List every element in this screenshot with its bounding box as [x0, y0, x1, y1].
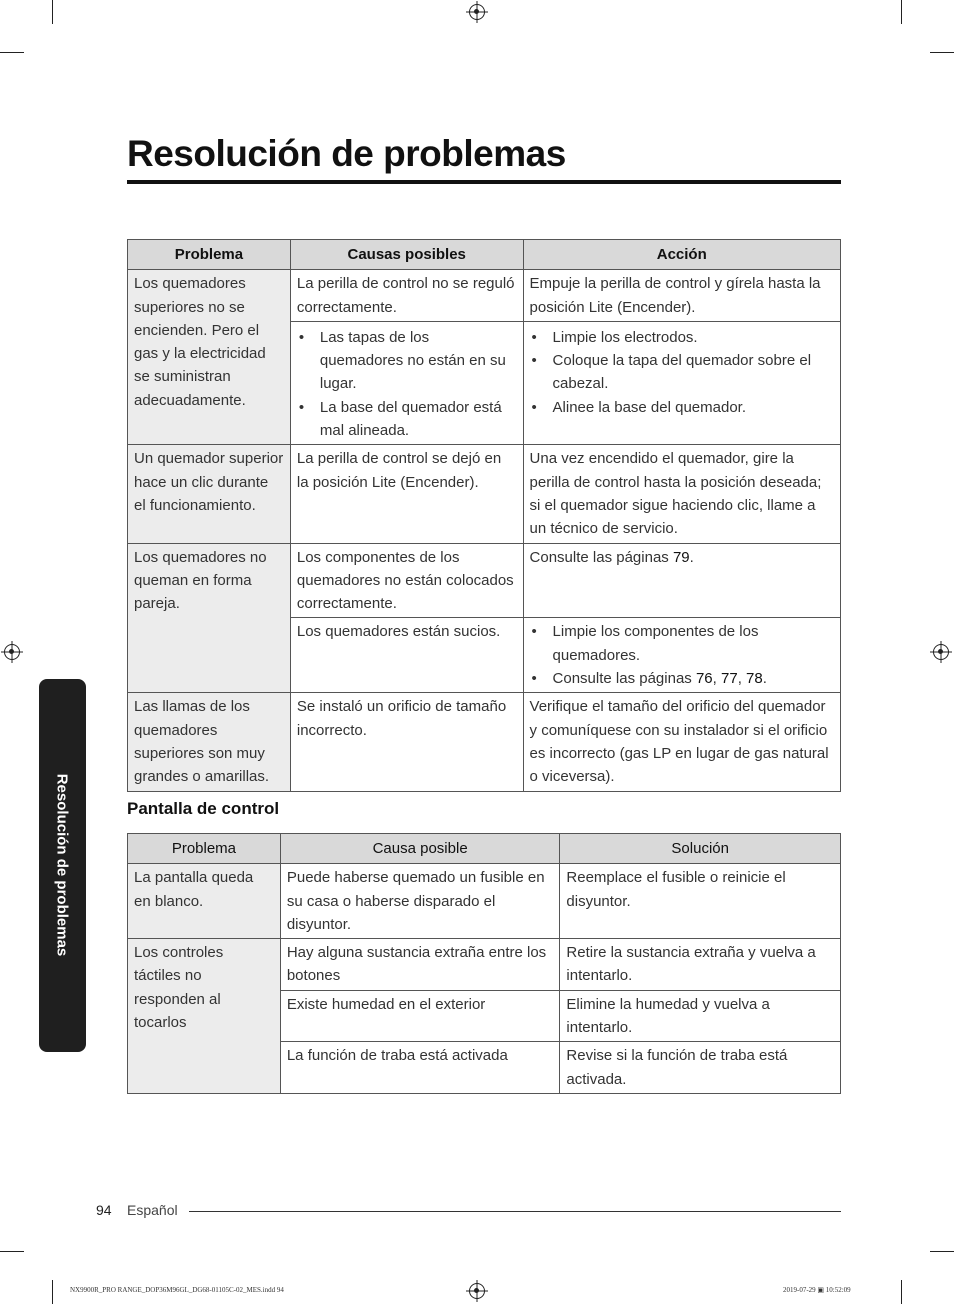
crop-mark	[901, 0, 902, 24]
footer-rule	[189, 1211, 841, 1212]
action-cell: Empuje la perilla de control y gírela hasta la posición Lite (Encender).	[523, 270, 840, 322]
registration-mark-icon	[4, 644, 20, 660]
action-cell	[523, 543, 840, 618]
cause-cell: La perilla de control se dejó en la posición Lite (Encender).	[290, 445, 523, 543]
column-header: Causas posibles	[290, 240, 523, 270]
print-slug-file: NX9900R_PRO RANGE_DOP36M96GL_DG68-01105C-02_MES.indd 94	[70, 1286, 284, 1294]
crop-mark	[930, 1251, 954, 1252]
column-header: Causa posible	[280, 834, 560, 864]
section-heading: Pantalla de control	[127, 799, 280, 818]
crop-mark	[0, 52, 24, 53]
action-cell: Una vez encendido el quemador, gire la perilla de control hasta la posición deseada; si el quemador sigue haciendo clic, llame a un técnico de servicio.	[523, 445, 840, 543]
cause-cell: Los componentes de los quemadores no están colocados correctamente.	[290, 543, 523, 618]
cause-cell: Existe humedad en el exterior	[280, 990, 560, 1042]
table-header-row	[128, 834, 841, 864]
table-row	[128, 939, 841, 991]
punctuation: .	[689, 548, 694, 566]
list-item: • La base del quemador está mal alineada.	[297, 396, 517, 443]
list-item	[530, 667, 834, 690]
table-row	[128, 543, 841, 618]
list-item: • Alinee la base del quemador.	[530, 396, 834, 419]
page-reference-link[interactable]: 77	[721, 670, 738, 688]
column-header: Solución	[560, 834, 841, 864]
column-header: Problema	[128, 834, 281, 864]
separator: ,	[712, 670, 721, 688]
action-text: Consulte las páginas	[529, 548, 673, 566]
list-item: • Limpie los componentes de los quemadores.	[530, 620, 834, 667]
crop-mark	[0, 1251, 24, 1252]
problem-cell: Los quemadores superiores no se encienden. Pero el gas y la electricidad se suministran adecuadamente.	[128, 270, 291, 445]
page-reference-link[interactable]: 76	[695, 670, 713, 688]
registration-mark-icon	[469, 1283, 485, 1299]
cause-cell: Hay alguna sustancia extraña entre los botones	[280, 939, 560, 991]
table-row	[128, 445, 841, 543]
cause-cell: Puede haberse quemado un fusible en su casa o haberse disparado el disyuntor.	[280, 864, 560, 939]
table-row	[128, 864, 841, 939]
registration-mark-icon	[933, 644, 949, 660]
table-row	[128, 693, 841, 791]
cause-cell: La perilla de control no se reguló correctamente.	[290, 270, 523, 322]
crop-mark	[52, 0, 53, 24]
solution-cell: Revise si la función de traba está activada.	[560, 1042, 841, 1094]
action-cell	[523, 618, 840, 693]
column-header: Acción	[523, 240, 840, 270]
table-header-row	[128, 240, 841, 270]
punctuation: .	[762, 670, 767, 688]
page-reference-link[interactable]: 78	[746, 670, 763, 688]
solution-cell: Reemplace el fusible o reinicie el disyuntor.	[560, 864, 841, 939]
cause-cell: Los quemadores están sucios.	[290, 618, 523, 693]
cause-cell	[290, 321, 523, 444]
separator: ,	[737, 670, 747, 688]
problem-cell: Un quemador superior hace un clic durante el funcionamiento.	[128, 445, 291, 543]
column-header: Problema	[128, 240, 291, 270]
control-display-table	[127, 833, 841, 1094]
list-item: • Las tapas de los quemadores no están en su lugar.	[297, 326, 517, 396]
list-item: • Limpie los electrodos.	[530, 326, 834, 349]
footer-language: Español	[127, 1202, 178, 1218]
problem-cell: Los controles táctiles no responden al tocarlos	[128, 939, 281, 1094]
list-item: • Coloque la tapa del quemador sobre el cabezal.	[530, 349, 834, 396]
action-text: Consulte las páginas	[552, 670, 696, 688]
problem-cell: Las llamas de los quemadores superiores son muy grandes o amarillas.	[128, 693, 291, 791]
solution-cell: Retire la sustancia extraña y vuelva a intentarlo.	[560, 939, 841, 991]
crop-mark	[52, 1280, 53, 1304]
action-cell	[523, 321, 840, 444]
crop-mark	[901, 1280, 902, 1304]
solution-cell: Elimine la humedad y vuelva a intentarlo.	[560, 990, 841, 1042]
cause-cell: La función de traba está activada	[280, 1042, 560, 1094]
title-underline	[127, 180, 841, 184]
cause-cell: Se instaló un orificio de tamaño incorrecto.	[290, 693, 523, 791]
side-tab-label: Resolución de problemas	[53, 773, 71, 957]
crop-mark	[930, 52, 954, 53]
problem-cell: La pantalla queda en blanco.	[128, 864, 281, 939]
page-title: Resolución de problemas	[127, 133, 566, 174]
action-cell: Verifique el tamaño del orificio del quemador y comuníquese con su instalador si el orificio es incorrecto (gas LP en lugar de gas natural o viceversa).	[523, 693, 840, 791]
problem-cell: Los quemadores no queman en forma pareja.	[128, 543, 291, 693]
print-slug-timestamp: 2019-07-29 ▣ 10:52:09	[783, 1286, 851, 1294]
troubleshooting-table	[127, 239, 841, 792]
registration-mark-icon	[469, 4, 485, 20]
page-number: 94	[96, 1202, 112, 1218]
table-row	[128, 270, 841, 322]
page-reference-link[interactable]: 79	[672, 548, 690, 566]
